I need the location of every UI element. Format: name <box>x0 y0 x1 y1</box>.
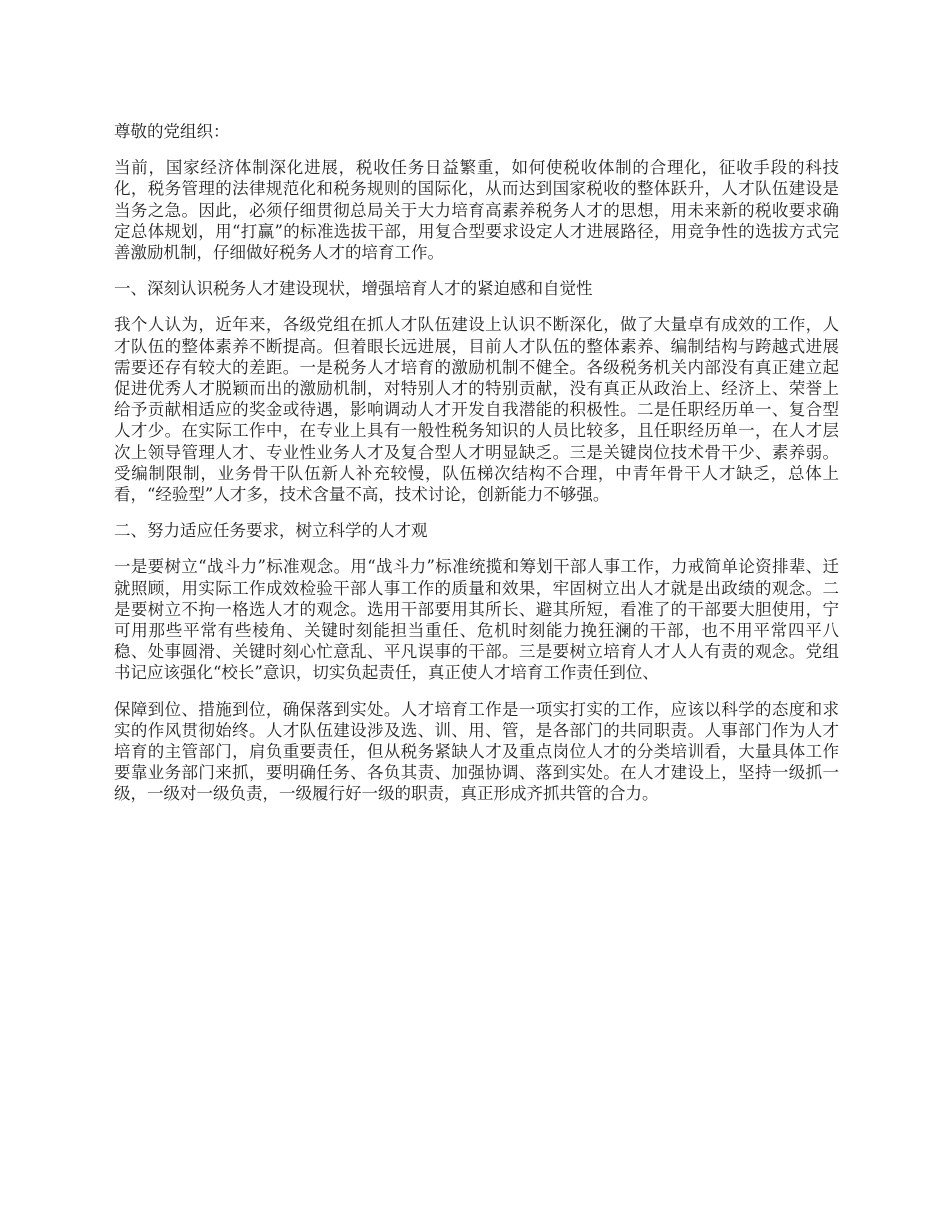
closing-paragraph: 保障到位、措施到位，确保落到实处。人才培育工作是一项实打实的工作，应该以科学的态度和求实的作风贯彻始终。人才队伍建设涉及选、训、用、管，是各部门的共同职责。人事部门作为人才培育的主管部门，肩负重要责任，但从税务紧缺人才及重点岗位人才的分类培训看，大量具体工作要靠业务部门来抓，要明确任务、各负其责、加强协调、落到实处。在人才建设上，坚持一级抓一级，一级对一级负责，一级履行好一级的职责，真正形成齐抓共管的合力。 <box>114 699 839 804</box>
intro-paragraph: 当前，国家经济体制深化进展，税收任务日益繁重，如何使税收体制的合理化，征收手段的科技化，税务管理的法律规范化和税务规则的国际化，从而达到国家税收的整体跃升，人才队伍建设是当务之急。因此，必须仔细贯彻总局关于大力培育高素养税务人才的思想，用未来新的税收要求确定总体规划，用“打赢”的标准选拔干部，用复合型要求设定人才进展路径，用竞争性的选拔方式完善激励机制，仔细做好税务人才的培育工作。 <box>114 158 839 263</box>
section-2-paragraph: 一是要树立“战斗力”标准观念。用“战斗力”标准统揽和筹划干部人事工作，力戒简单论资排辈、迁就照顾，用实际工作成效检验干部人事工作的质量和效果，牢固树立出人才就是出政绩的观念。二是要树立不拘一格选人才的观念。选用干部要用其所长、避其所短，看准了的干部要大胆使用，宁可用那些平常有些棱角、关键时刻能担当重任、危机时刻能力挽狂澜的干部，也不用平常四平八稳、处事圆滑、关键时刻心忙意乱、平凡误事的干部。三是要树立培育人才人人有责的观念。党组书记应该强化“校长”意识，切实负起责任，真正使人才培育工作责任到位、 <box>114 557 839 683</box>
section-2-heading: 二、努力适应任务要求，树立科学的人才观 <box>114 521 428 541</box>
salutation: 尊敬的党组织： <box>114 122 230 141</box>
document-page <box>114 121 839 820</box>
section-1-paragraph: 我个人认为，近年来，各级党组在抓人才队伍建设上认识不断深化，做了大量卓有成效的工作，人才队伍的整体素养不断提高。但着眼长远进展，目前人才队伍的整体素养、编制结构与跨越式进展需要还存有较大的差距。一是税务人才培育的激励机制不健全。各级税务机关内部没有真正建立起促进优秀人才脱颖而出的激励机制，对特别人才的特别贡献，没有真正从政治上、经济上、荣誉上给予贡献相适应的奖金或待遇，影响调动人才开发自我潜能的积极性。二是任职经历单一、复合型人才少。在实际工作中，在专业上具有一般性税务知识的人员比较多，且任职经历单一，在人才层次上领导管理人才、专业性业务人才及复合型人才明显缺乏。三是关键岗位技术骨干少、素养弱。受编制限制，业务骨干队伍新人补充较慢，队伍梯次结构不合理，中青年骨干人才缺乏，总体上看，“经验型”人才多，技术含量不高，技术讨论，创新能力不够强。 <box>114 315 839 505</box>
section-1-heading: 一、深刻认识税务人才建设现状，增强培育人才的紧迫感和自觉性 <box>114 279 593 299</box>
